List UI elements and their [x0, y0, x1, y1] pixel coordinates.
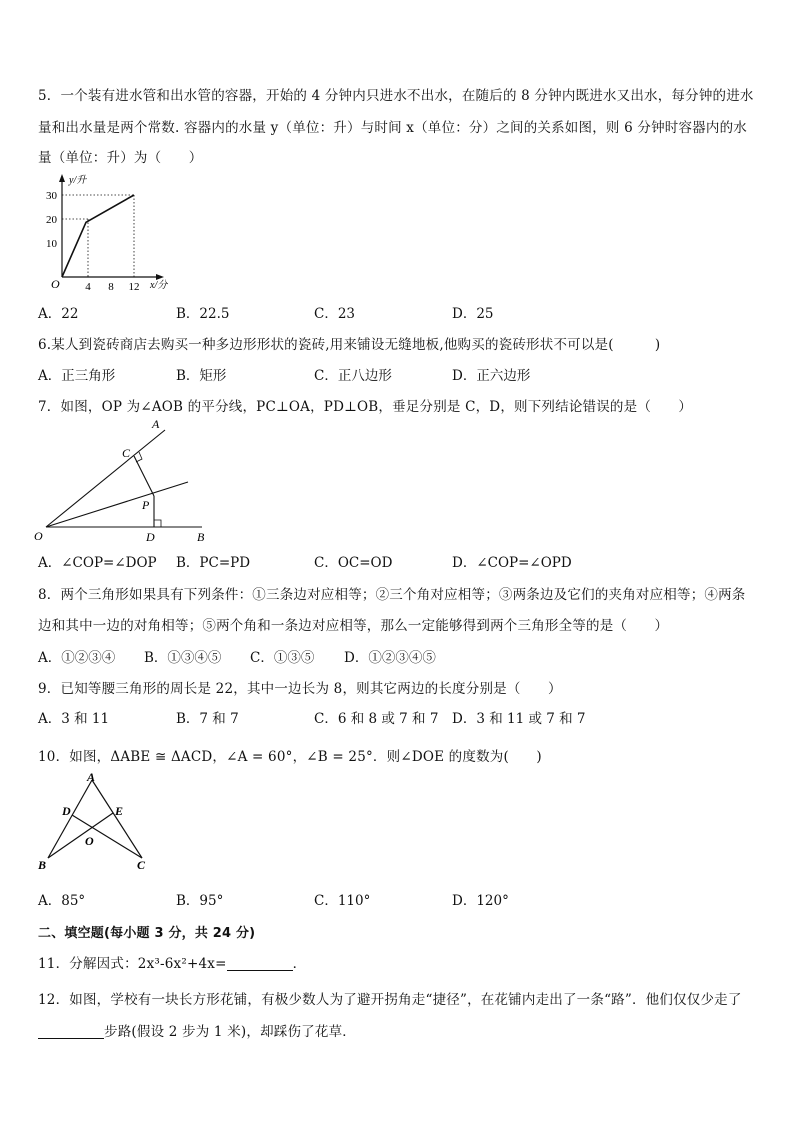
label-c: C: [122, 446, 131, 460]
label-o: O: [85, 834, 94, 848]
section-fill-in-title: 二、填空题(每小题 3 分，共 24 分): [38, 926, 256, 941]
label-d: D: [62, 804, 71, 818]
q10-option-d[interactable]: D．120°: [452, 893, 509, 909]
x-tick-12: 12: [128, 281, 140, 293]
q10-option-a[interactable]: A．85°: [38, 893, 86, 909]
q9-option-b[interactable]: B．7 和 7: [176, 711, 239, 727]
x-tick-4: 4: [85, 281, 91, 293]
q7-text: 7．如图，OP 为∠AOB 的平分线，PC⊥OA，PD⊥OB，垂足分别是 C，D，则下列结论错误的是（ ）: [38, 399, 693, 415]
q10-congruent-triangles-figure: [32, 770, 162, 875]
q8-option-b[interactable]: B．①③④⑤: [144, 650, 222, 666]
q9-option-d[interactable]: D．3 和 11 或 7 和 7: [452, 711, 586, 727]
y-tick-30: 30: [46, 190, 57, 202]
q8-line-1: 8．两个三角形如果具有下列条件：①三条边对应相等；②三个角对应相等；③两条边及它们的夹角对应相等；④两条: [38, 587, 746, 603]
q6-text: 6.某人到瓷砖商店去购买一种多边形形状的瓷砖,用来铺设无缝地板,他购买的瓷砖形状不可以是( ): [38, 337, 661, 353]
q11-text: 11．分解因式：2x³-6x²+4x=: [38, 956, 227, 972]
segment-cd: [72, 815, 142, 858]
q12-answer-blank[interactable]: [38, 1024, 104, 1039]
y-tick-20: 20: [46, 214, 57, 226]
q6-option-a[interactable]: A．正三角形: [38, 368, 116, 384]
q11-line: [38, 952, 306, 972]
q10-option-b[interactable]: B．95°: [176, 893, 224, 909]
q5-line-3: 量（单位：升）为（ ）: [38, 150, 203, 166]
ray-op: [46, 482, 188, 527]
origin-label: O: [51, 277, 60, 291]
q6-option-d[interactable]: D．正六边形: [452, 368, 531, 384]
q12-line-2-text: 步路(假设 2 步为 1 米)，却踩伤了花草．: [104, 1024, 356, 1040]
label-b: B: [38, 858, 47, 872]
q6-option-c[interactable]: C．正八边形: [314, 368, 392, 384]
segment-pc: [134, 456, 154, 496]
q5-option-d[interactable]: D．25: [452, 306, 494, 322]
y-axis-label: y/升: [69, 175, 87, 186]
q11-answer-blank[interactable]: [227, 956, 293, 971]
x-axis-label: x/分: [150, 280, 168, 291]
q10-option-c[interactable]: C．110°: [314, 893, 371, 909]
q9-option-a[interactable]: A．3 和 11: [38, 711, 110, 727]
series-line-water-volume: [62, 195, 134, 277]
label-o: O: [34, 529, 43, 543]
q12-line-1: 12．如图，学校有一块长方形花铺，有极少数人为了避开拐角走“捷径”，在花铺内走出了一条“路”．他们仅仅少走了: [38, 992, 742, 1008]
q5-water-volume-graph: [36, 170, 186, 295]
q7-angle-bisector-figure: [30, 414, 230, 548]
q8-option-c[interactable]: C．①③⑤: [250, 650, 315, 666]
segment-ac: [92, 780, 142, 858]
label-d: D: [146, 530, 155, 544]
q9-option-c[interactable]: C．6 和 8 或 7 和 7: [314, 711, 439, 727]
q5-line-1: 5．一个装有进水管和出水管的容器，开始的 4 分钟内只进水不出水，在随后的 8 分钟内既进水又出水，每分钟的进水: [38, 88, 754, 104]
x-tick-8: 8: [108, 281, 114, 293]
label-a: A: [152, 417, 160, 431]
label-b: B: [197, 530, 205, 544]
q7-option-b[interactable]: B．PC=PD: [176, 555, 251, 571]
q7-option-c[interactable]: C．OC=OD: [314, 555, 393, 571]
q6-option-b[interactable]: B．矩形: [176, 368, 227, 384]
q12-line-2: [38, 1020, 356, 1040]
q5-option-b[interactable]: B．22.5: [176, 306, 230, 322]
label-e: E: [115, 804, 124, 818]
q9-text: 9．已知等腰三角形的周长是 22，其中一边长为 8，则其它两边的长度分别是（ ）: [38, 681, 562, 697]
label-c: C: [137, 858, 146, 872]
y-axis-arrow: [59, 174, 65, 182]
q8-option-a[interactable]: A．①②③④: [38, 650, 116, 666]
right-angle-mark-d: [154, 520, 161, 527]
q5-line-2: 量和出水量是两个常数. 容器内的水量 y（单位：升）与时间 x（单位：分）之间的关系如图，则 6 分钟时容器内的水: [38, 120, 747, 136]
q8-option-d[interactable]: D．①②③④⑤: [344, 650, 436, 666]
label-a: A: [87, 770, 96, 784]
q5-option-c[interactable]: C．23: [314, 306, 356, 322]
ray-oa: [46, 430, 165, 527]
q5-option-a[interactable]: A．22: [38, 306, 79, 322]
q11-tail: ．: [292, 956, 307, 972]
label-p: P: [142, 498, 150, 512]
q7-option-d[interactable]: D．∠COP=∠OPD: [452, 555, 572, 571]
y-tick-10: 10: [46, 238, 57, 250]
q7-option-a[interactable]: A．∠COP=∠DOP: [38, 555, 157, 571]
q10-text: 10．如图，ΔABE ≅ ΔACD，∠A = 60°，∠B = 25°．则∠DOE 的度数为( ): [38, 749, 542, 765]
q8-line-2: 边和其中一边的对角相等；⑤两个角和一条边对应相等，那么一定能够得到两个三角形全等的是（ ）: [38, 618, 669, 634]
